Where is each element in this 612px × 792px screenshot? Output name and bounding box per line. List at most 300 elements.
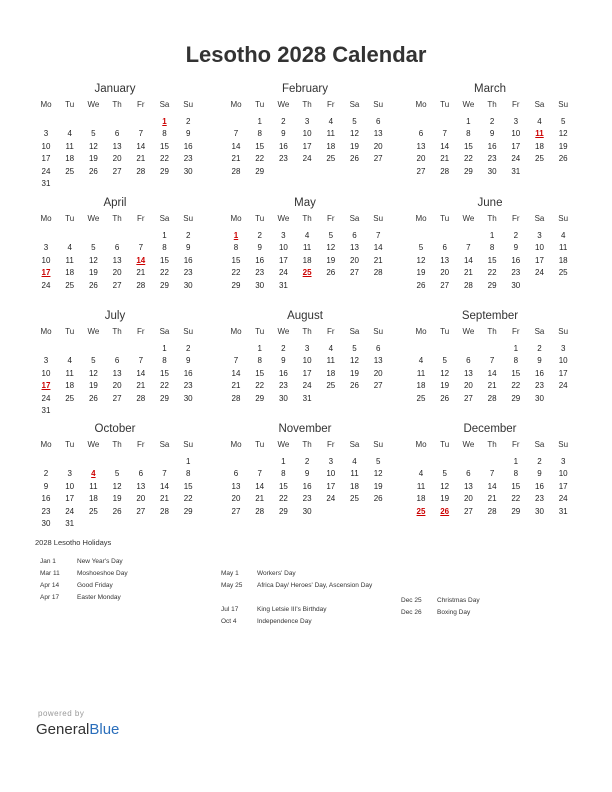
day-cell: 10 <box>326 469 336 479</box>
day-cell: 19 <box>326 255 336 265</box>
day-cell: 15 <box>511 481 521 491</box>
day-cell: 4 <box>328 344 334 353</box>
day-cell: 5 <box>418 243 424 253</box>
day-cell: 22 <box>255 381 265 391</box>
weekday-header: Th <box>302 214 312 223</box>
day-cell: 9 <box>281 129 286 139</box>
day-cell: 11 <box>326 129 335 139</box>
day-cell: 1 <box>489 231 495 240</box>
page-title: Lesotho 2028 Calendar <box>185 42 427 67</box>
day-cell: 23 <box>511 268 521 278</box>
day-cell: 17 <box>558 368 568 378</box>
day-cell: 6 <box>375 117 381 126</box>
weekday-header: Mo <box>230 327 242 336</box>
day-cell: 6 <box>233 469 239 479</box>
day-cell: 18 <box>326 141 336 151</box>
day-cell: 11 <box>416 481 426 491</box>
day-cell: 29 <box>183 506 193 516</box>
weekday-header: We <box>277 440 290 449</box>
day-cell: 23 <box>183 381 193 391</box>
weekday-header: Tu <box>255 327 265 336</box>
day-cell: 8 <box>162 129 167 139</box>
day-cell: 10 <box>558 469 568 479</box>
day-cell: 3 <box>43 129 49 139</box>
day-cell: 10 <box>41 255 51 265</box>
day-cell: 26 <box>88 280 98 290</box>
weekday-header: Sa <box>159 214 170 223</box>
holiday-day-cell: 14 <box>136 255 146 265</box>
day-cell: 27 <box>416 166 426 176</box>
day-cell: 13 <box>373 356 383 366</box>
day-cell: 9 <box>537 469 542 479</box>
day-cell: 3 <box>560 344 566 353</box>
day-cell: 28 <box>463 280 473 290</box>
day-cell: 25 <box>416 393 426 403</box>
day-cell: 3 <box>328 457 334 466</box>
day-cell: 16 <box>278 368 288 378</box>
day-cell: 14 <box>440 141 450 151</box>
day-cell: 19 <box>558 141 568 151</box>
holiday-date: Jan 1 <box>40 558 56 565</box>
weekday-header: Sa <box>159 100 170 109</box>
day-cell: 16 <box>255 255 265 265</box>
day-cell: 30 <box>278 393 288 403</box>
day-cell: 21 <box>160 494 169 504</box>
day-cell: 7 <box>233 356 239 366</box>
day-cell: 1 <box>162 344 167 353</box>
weekday-header: Mo <box>40 327 52 336</box>
day-cell: 27 <box>231 506 241 516</box>
day-cell: 7 <box>257 469 262 479</box>
day-cell: 25 <box>65 393 75 403</box>
day-cell: 27 <box>440 280 450 290</box>
month-name: April <box>103 197 127 209</box>
day-cell: 4 <box>418 469 424 479</box>
day-cell: 22 <box>487 268 497 278</box>
day-cell: 6 <box>114 243 120 253</box>
day-cell: 6 <box>352 231 357 240</box>
holiday-name: King Letsie III's Birthday <box>257 606 327 613</box>
day-cell: 31 <box>278 280 288 290</box>
day-cell: 13 <box>112 255 122 265</box>
weekday-header: Th <box>487 100 497 109</box>
day-cell: 29 <box>278 506 288 516</box>
day-cell: 13 <box>350 243 359 253</box>
weekday-header: Th <box>487 440 497 449</box>
day-cell: 20 <box>373 368 383 378</box>
day-cell: 20 <box>112 154 122 164</box>
day-cell: 27 <box>463 393 473 403</box>
day-cell: 18 <box>65 268 75 278</box>
day-cell: 3 <box>537 231 542 240</box>
holiday-day-cell: 1 <box>233 231 239 240</box>
weekday-header: We <box>87 327 100 336</box>
month-name: January <box>94 83 136 95</box>
weekday-header: Tu <box>65 100 75 109</box>
day-cell: 31 <box>65 519 75 528</box>
day-cell: 2 <box>537 457 542 466</box>
weekday-header: Sa <box>534 440 545 449</box>
day-cell: 11 <box>89 481 98 491</box>
day-cell: 17 <box>65 494 75 504</box>
day-cell: 20 <box>440 268 450 278</box>
day-cell: 3 <box>43 356 49 366</box>
day-cell: 9 <box>537 356 542 366</box>
holiday-name: Good Friday <box>77 582 113 589</box>
day-cell: 29 <box>511 506 521 516</box>
weekday-header: Tu <box>440 214 450 223</box>
day-cell: 10 <box>41 368 51 378</box>
day-cell: 6 <box>138 469 144 479</box>
day-cell: 9 <box>489 129 495 139</box>
day-cell: 4 <box>352 457 357 466</box>
month-name: July <box>104 310 126 322</box>
month-name: September <box>461 310 519 322</box>
holiday-date: May 25 <box>221 582 243 589</box>
weekday-header: Mo <box>415 214 427 223</box>
weekday-header: We <box>87 214 100 223</box>
day-cell: 19 <box>88 154 98 164</box>
day-cell: 13 <box>463 368 473 378</box>
day-cell: 21 <box>255 494 265 504</box>
day-cell: 1 <box>257 117 262 126</box>
day-cell: 25 <box>65 280 75 290</box>
day-cell: 22 <box>160 268 169 278</box>
day-cell: 12 <box>440 368 450 378</box>
day-cell: 10 <box>535 243 544 253</box>
day-cell: 11 <box>350 469 359 479</box>
month-name: October <box>94 423 136 435</box>
day-cell: 1 <box>281 457 286 466</box>
day-cell: 26 <box>88 393 98 403</box>
day-cell: 10 <box>302 129 312 139</box>
day-cell: 28 <box>487 506 497 516</box>
day-cell: 17 <box>302 368 312 378</box>
day-cell: 11 <box>416 368 426 378</box>
day-cell: 2 <box>257 231 262 240</box>
day-cell: 19 <box>440 381 450 391</box>
day-cell: 8 <box>513 469 519 479</box>
day-cell: 9 <box>304 469 310 479</box>
day-cell: 19 <box>373 481 383 491</box>
day-cell: 22 <box>160 381 169 391</box>
day-cell: 16 <box>183 141 193 151</box>
holiday-date: Mar 11 <box>40 570 60 577</box>
day-cell: 28 <box>440 166 450 176</box>
day-cell: 24 <box>65 506 75 516</box>
weekday-header: Sa <box>534 100 545 109</box>
day-cell: 24 <box>558 494 568 504</box>
day-cell: 14 <box>373 243 383 253</box>
day-cell: 20 <box>136 494 146 504</box>
day-cell: 25 <box>350 494 359 504</box>
day-cell: 10 <box>278 243 288 253</box>
brand-blue-text: Blue <box>89 721 120 738</box>
day-cell: 7 <box>138 129 144 139</box>
day-cell: 8 <box>281 469 286 479</box>
day-cell: 14 <box>231 368 241 378</box>
day-cell: 8 <box>257 356 262 366</box>
day-cell: 21 <box>231 381 241 391</box>
day-cell: 18 <box>416 494 426 504</box>
day-cell: 18 <box>350 481 359 491</box>
weekday-header: Su <box>373 100 384 109</box>
day-cell: 9 <box>513 243 519 253</box>
day-cell: 2 <box>513 231 519 240</box>
day-cell: 11 <box>65 368 74 378</box>
day-cell: 23 <box>41 506 51 516</box>
month-name: August <box>287 310 323 322</box>
day-cell: 26 <box>558 154 568 164</box>
day-cell: 26 <box>112 506 122 516</box>
day-cell: 16 <box>41 494 51 504</box>
day-cell: 29 <box>160 280 169 290</box>
day-cell: 28 <box>373 268 383 278</box>
weekday-header: Tu <box>255 214 265 223</box>
day-cell: 10 <box>558 356 568 366</box>
day-cell: 2 <box>281 344 286 353</box>
day-cell: 13 <box>231 481 241 491</box>
holiday-name: Boxing Day <box>437 609 471 616</box>
weekday-header: Tu <box>65 214 75 223</box>
day-cell: 3 <box>67 469 72 479</box>
brand-general-text: General <box>36 721 90 738</box>
day-cell: 11 <box>65 255 74 265</box>
day-cell: 26 <box>416 280 426 290</box>
holiday-date: Jul 17 <box>221 606 239 613</box>
day-cell: 14 <box>136 368 146 378</box>
day-cell: 30 <box>535 393 544 403</box>
weekday-header: Sa <box>159 440 170 449</box>
month-name: February <box>281 83 329 95</box>
day-cell: 30 <box>255 280 265 290</box>
day-cell: 21 <box>136 268 146 278</box>
holiday-day-cell: 25 <box>302 268 312 278</box>
day-cell: 30 <box>535 506 544 516</box>
day-cell: 21 <box>487 381 497 391</box>
day-cell: 7 <box>442 129 447 139</box>
day-cell: 19 <box>88 381 98 391</box>
day-cell: 28 <box>231 166 241 176</box>
day-cell: 27 <box>136 506 146 516</box>
month-name: December <box>463 423 517 435</box>
day-cell: 10 <box>41 141 51 151</box>
day-cell: 18 <box>416 381 426 391</box>
day-cell: 18 <box>558 255 568 265</box>
day-cell: 30 <box>41 519 51 528</box>
day-cell: 25 <box>88 506 98 516</box>
weekday-header: Su <box>183 214 194 223</box>
day-cell: 14 <box>231 141 241 151</box>
day-cell: 2 <box>304 457 310 466</box>
day-cell: 29 <box>231 280 241 290</box>
day-cell: 3 <box>513 117 519 126</box>
day-cell: 5 <box>114 469 120 479</box>
day-cell: 21 <box>463 268 473 278</box>
day-cell: 10 <box>511 129 521 139</box>
weekday-header: We <box>462 214 475 223</box>
day-cell: 11 <box>326 356 335 366</box>
day-cell: 12 <box>350 356 359 366</box>
day-cell: 19 <box>112 494 122 504</box>
day-cell: 12 <box>112 481 122 491</box>
day-cell: 9 <box>185 356 191 366</box>
weekday-header: Sa <box>349 100 360 109</box>
weekday-header: Fr <box>512 100 520 109</box>
holiday-day-cell: 17 <box>41 268 51 278</box>
day-cell: 6 <box>418 129 424 139</box>
day-cell: 29 <box>160 166 169 176</box>
day-cell: 18 <box>65 154 75 164</box>
day-cell: 15 <box>160 141 169 151</box>
day-cell: 1 <box>513 344 519 353</box>
day-cell: 22 <box>231 268 241 278</box>
day-cell: 13 <box>463 481 473 491</box>
day-cell: 4 <box>560 231 566 240</box>
weekday-header: Tu <box>440 327 450 336</box>
weekday-header: Su <box>183 440 194 449</box>
day-cell: 15 <box>255 368 265 378</box>
day-cell: 7 <box>138 356 144 366</box>
day-cell: 31 <box>41 179 51 188</box>
weekday-header: Th <box>302 440 312 449</box>
month-name: June <box>477 197 503 209</box>
weekday-header: We <box>277 327 290 336</box>
weekday-header: Su <box>558 100 569 109</box>
weekday-header: Fr <box>327 214 335 223</box>
day-cell: 8 <box>233 243 239 253</box>
day-cell: 14 <box>487 481 497 491</box>
day-cell: 7 <box>466 243 471 253</box>
day-cell: 19 <box>350 368 359 378</box>
day-cell: 5 <box>375 457 381 466</box>
day-cell: 1 <box>257 344 262 353</box>
day-cell: 17 <box>558 481 568 491</box>
day-cell: 28 <box>255 506 265 516</box>
day-cell: 11 <box>559 243 568 253</box>
day-cell: 27 <box>463 506 473 516</box>
day-cell: 4 <box>67 356 72 366</box>
day-cell: 21 <box>373 255 383 265</box>
holiday-name: Easter Monday <box>77 594 121 601</box>
day-cell: 13 <box>136 481 146 491</box>
day-cell: 27 <box>350 268 359 278</box>
day-cell: 22 <box>183 494 193 504</box>
holiday-name: Christmas Day <box>437 597 480 604</box>
day-cell: 30 <box>511 280 521 290</box>
day-cell: 8 <box>257 129 262 139</box>
day-cell: 23 <box>255 268 265 278</box>
month-name: May <box>294 197 316 209</box>
day-cell: 23 <box>535 494 544 504</box>
holiday-day-cell: 1 <box>162 117 167 126</box>
day-cell: 14 <box>136 141 146 151</box>
day-cell: 24 <box>558 381 568 391</box>
day-cell: 22 <box>463 154 473 164</box>
day-cell: 28 <box>136 393 146 403</box>
weekday-header: Su <box>373 327 384 336</box>
day-cell: 16 <box>511 255 521 265</box>
day-cell: 18 <box>65 381 75 391</box>
weekday-header: We <box>462 327 475 336</box>
day-cell: 15 <box>160 368 169 378</box>
day-cell: 26 <box>326 268 336 278</box>
day-cell: 8 <box>162 356 167 366</box>
day-cell: 22 <box>255 154 265 164</box>
weekday-header: Mo <box>230 214 242 223</box>
weekday-header: Tu <box>65 440 75 449</box>
day-cell: 24 <box>41 280 51 290</box>
day-cell: 30 <box>183 393 193 403</box>
day-cell: 12 <box>88 141 98 151</box>
day-cell: 16 <box>183 368 193 378</box>
day-cell: 8 <box>489 243 495 253</box>
day-cell: 1 <box>513 457 519 466</box>
day-cell: 6 <box>466 356 471 366</box>
powered-by-text: powered by <box>38 709 85 718</box>
day-cell: 20 <box>463 381 473 391</box>
weekday-header: We <box>277 100 290 109</box>
day-cell: 21 <box>487 494 497 504</box>
day-cell: 4 <box>418 356 424 366</box>
weekday-header: Th <box>112 440 122 449</box>
weekday-header: Th <box>487 214 497 223</box>
weekday-header: Mo <box>415 100 427 109</box>
day-cell: 9 <box>185 243 191 253</box>
weekday-header: Th <box>112 214 122 223</box>
day-cell: 17 <box>326 481 336 491</box>
holiday-name: Workers' Day <box>257 570 296 577</box>
weekday-header: We <box>462 100 475 109</box>
weekday-header: Th <box>487 327 497 336</box>
day-cell: 20 <box>112 268 122 278</box>
day-cell: 22 <box>278 494 288 504</box>
day-cell: 25 <box>558 268 568 278</box>
day-cell: 18 <box>326 368 336 378</box>
day-cell: 15 <box>231 255 241 265</box>
day-cell: 29 <box>255 166 265 176</box>
weekday-header: Sa <box>534 214 545 223</box>
day-cell: 24 <box>41 393 51 403</box>
day-cell: 1 <box>185 457 191 466</box>
brand-logo[interactable] <box>36 721 119 738</box>
weekday-header: We <box>277 214 290 223</box>
day-cell: 24 <box>302 381 312 391</box>
weekday-header: Su <box>183 327 194 336</box>
day-cell: 28 <box>160 506 169 516</box>
day-cell: 27 <box>112 393 122 403</box>
day-cell: 27 <box>373 381 383 391</box>
day-cell: 7 <box>138 243 144 253</box>
day-cell: 2 <box>281 117 286 126</box>
day-cell: 26 <box>440 393 450 403</box>
day-cell: 24 <box>302 154 312 164</box>
weekday-header: Mo <box>230 100 242 109</box>
day-cell: 16 <box>278 141 288 151</box>
weekday-header: Th <box>112 327 122 336</box>
day-cell: 4 <box>537 117 542 126</box>
day-cell: 12 <box>416 255 426 265</box>
day-cell: 12 <box>440 481 450 491</box>
day-cell: 31 <box>558 506 568 516</box>
day-cell: 16 <box>535 368 544 378</box>
day-cell: 27 <box>112 166 122 176</box>
day-cell: 12 <box>88 255 98 265</box>
day-cell: 6 <box>114 129 120 139</box>
weekday-header: Mo <box>415 440 427 449</box>
day-cell: 5 <box>91 129 96 139</box>
weekday-header: Fr <box>327 100 335 109</box>
